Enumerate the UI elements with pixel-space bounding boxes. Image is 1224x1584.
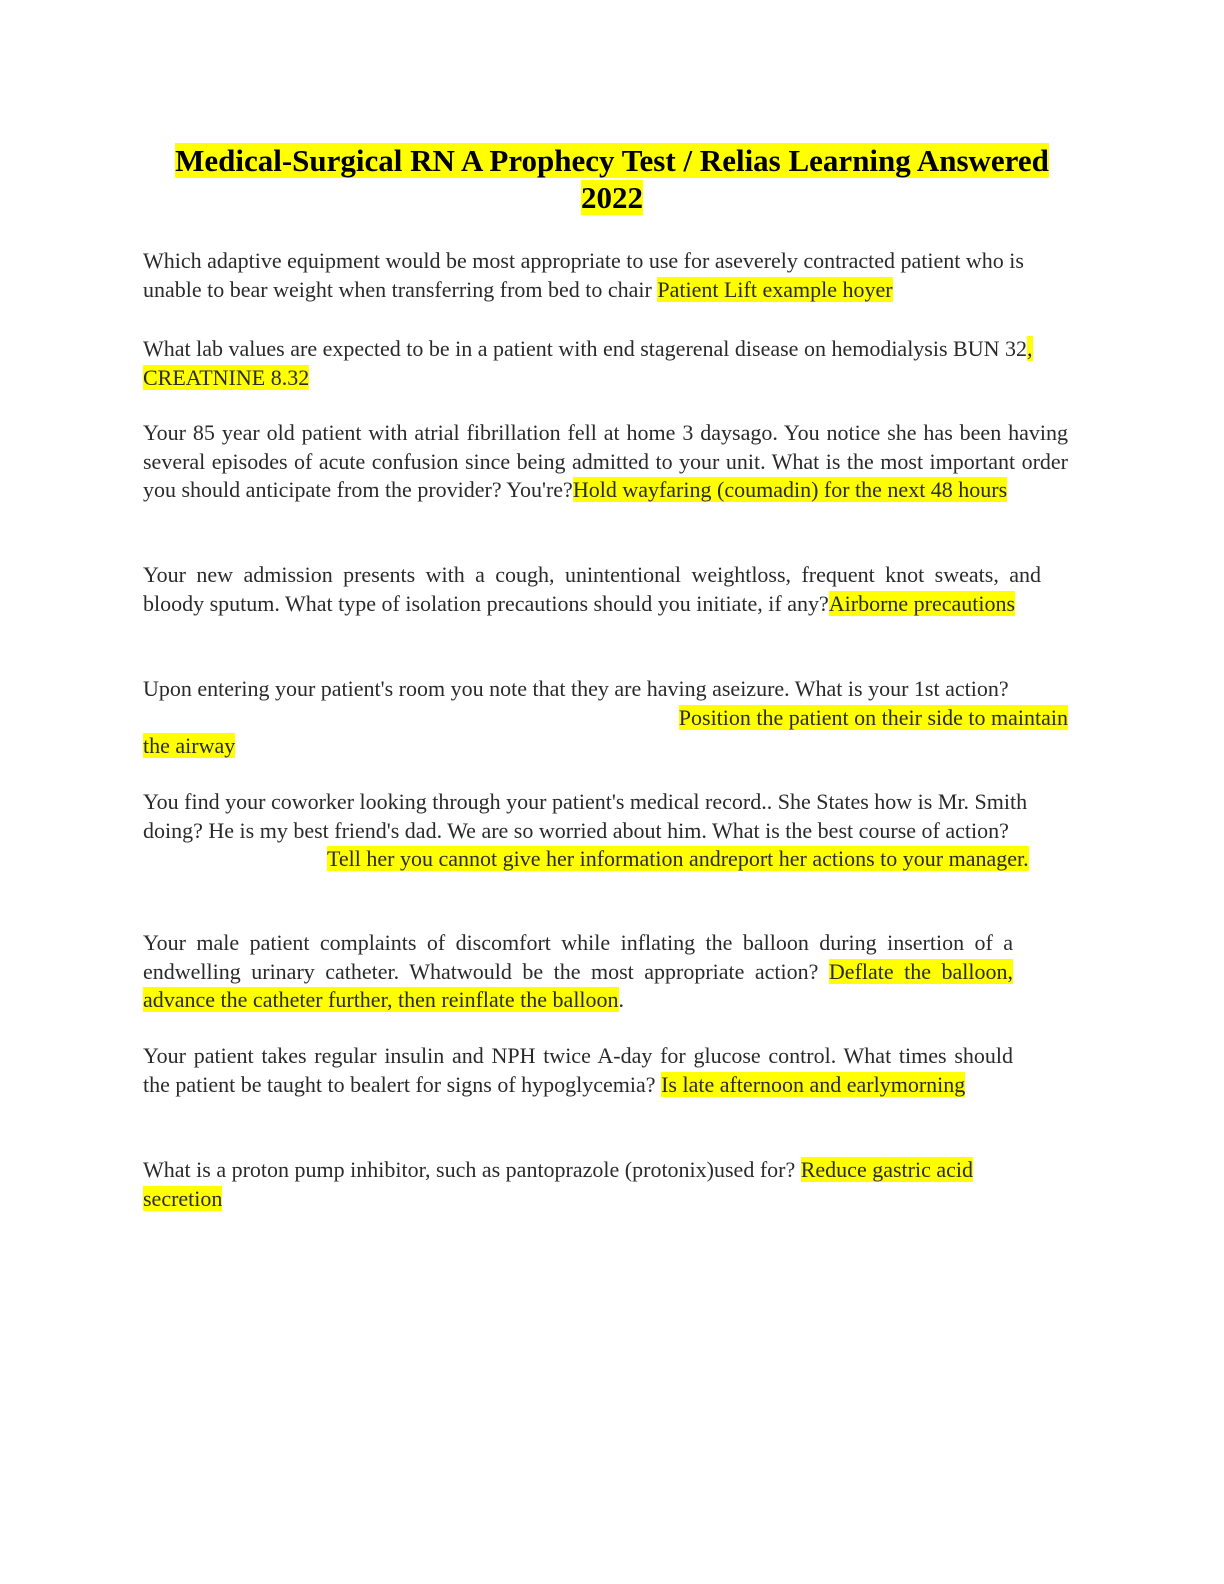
question-text: Your new admission presents with a cough, unintentional weightloss, frequent knot sweats, and bloody sputum. What type of isolation precautions should you initiate, if any?: [143, 562, 1041, 616]
qa-item-7: [143, 929, 1013, 1015]
question-text: Upon entering your patient's room you note that they are having aseizure. What is your 1st action?: [143, 676, 1009, 701]
document-title: [140, 142, 1084, 216]
question-text: Your male patient complaints of discomfort while inflating the balloon during insertion of a endwelling urinary catheter. Whatwould be the most appropriate action?: [143, 930, 1013, 984]
answer-text: Tell her you cannot give her information andreport her actions to your manager.: [327, 846, 1029, 871]
answer-tail: .: [618, 987, 625, 1012]
qa-item-2: [143, 335, 1068, 392]
answer-text: Deflate the balloon, advance the catheter further, then reinflate the balloon: [143, 958, 1013, 1012]
answer-text: Patient Lift example hoyer: [657, 276, 893, 302]
qa-item-3: [143, 419, 1068, 505]
answer-text-part-2: the airway: [143, 733, 236, 758]
question-text: What is a proton pump inhibitor, such as pantoprazole (protonix)used for?: [143, 1157, 801, 1182]
title-line-1: Medical-Surgical RN A Prophecy Test / Relias Learning Answered: [175, 143, 1049, 178]
qa-item-1: [143, 247, 1068, 304]
question-text: Your 85 year old patient with atrial fibrillation fell at home 3 daysago. You notice she has been having several episodes of acute confusion since being admitted to your unit. What is the most important order you should anticipate from the provider? You're?: [143, 420, 1068, 502]
question-text: You find your coworker looking through your patient's medical record.. She States how is Mr. Smith doing? He is my best friend's dad. We are so worried about him. What is the best course of action?: [143, 789, 1028, 843]
answer-text: Reduce gastric acid secretion: [143, 1157, 973, 1211]
answer-text: Airborne precautions: [828, 590, 1016, 616]
title-line-2: 2022: [581, 180, 643, 215]
qa-item-9: [143, 1156, 1048, 1213]
question-text: Your patient takes regular insulin and NPH twice A-day for glucose control. What times should the patient be taught to bealert for signs of hypoglycemia?: [143, 1043, 1013, 1097]
answer-text-part-1: Position the patient on their side to maintain: [678, 704, 1068, 730]
qa-item-5: [143, 675, 1068, 761]
answer-text: Is late afternoon and earlymorning: [661, 1071, 966, 1097]
qa-item-4: [143, 561, 1041, 618]
question-text: What lab values are expected to be in a patient with end stagerenal disease on hemodialysis BUN 32: [143, 336, 1027, 361]
answer-text: Hold wayfaring (coumadin) for the next 48 hours: [572, 477, 1008, 502]
qa-item-8: [143, 1042, 1013, 1099]
question-text: Which adaptive equipment would be most appropriate to use for aseverely contracted patient who is unable to bear weight when transferring from bed to chair: [143, 248, 1024, 302]
answer-text: , CREATNINE 8.32: [143, 336, 1033, 390]
qa-item-6: [143, 788, 1048, 874]
